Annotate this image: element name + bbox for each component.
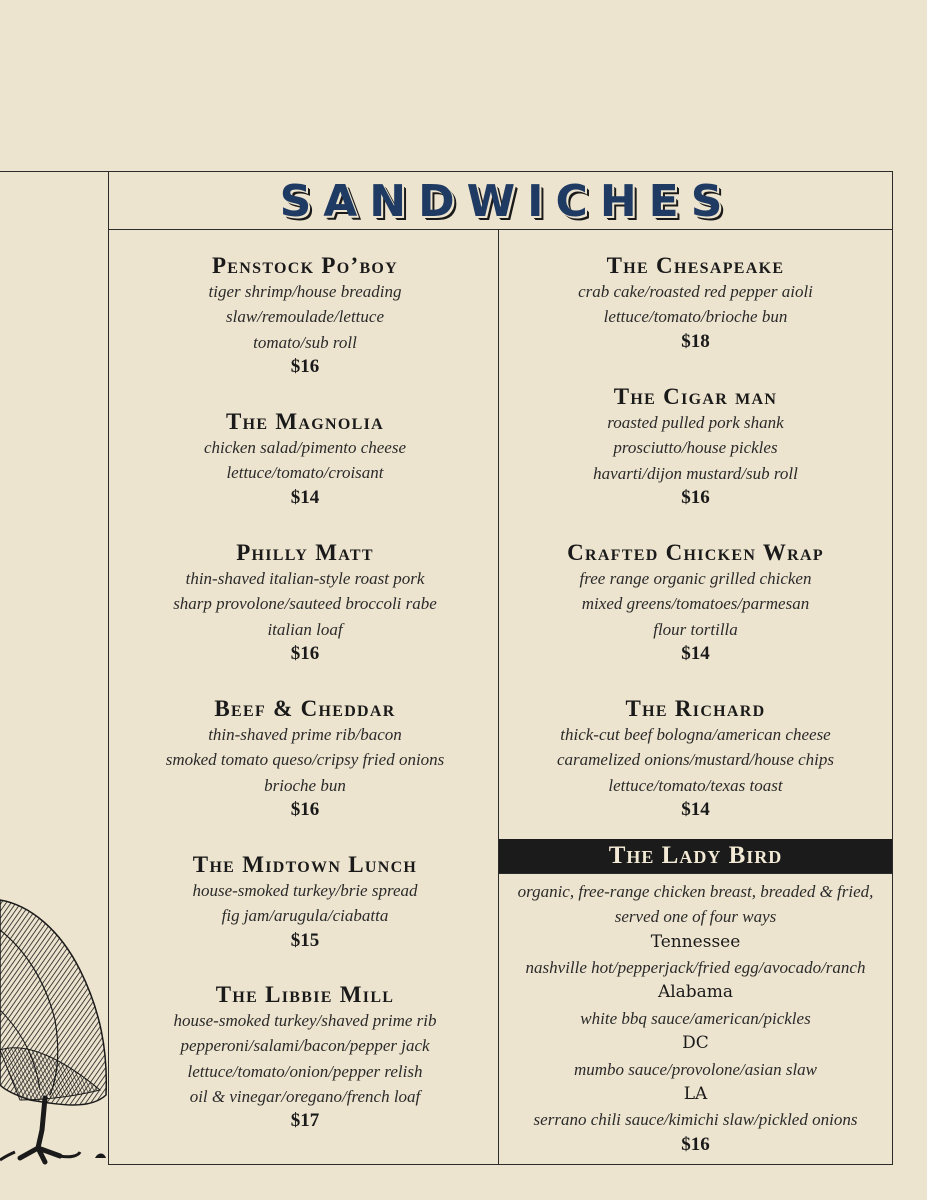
item-desc-line: free range organic grilled chicken [579,569,812,588]
item-desc-line: house-smoked turkey/brie spread [192,881,418,900]
bottom-rule [108,1164,893,1165]
ladybird-header [499,839,892,873]
item-desc-line: flour tortilla [653,619,738,639]
item-name: The Libbie Mill [215,982,395,1007]
left-border [108,171,109,1165]
style-desc: mumbo sauce/provolone/asian slaw [573,1059,818,1079]
style-desc: nashville hot/pepperjack/fried egg/avocado/ranch [525,958,866,978]
item-desc-line: lettuce/tomato/onion/pepper relish [187,1061,423,1081]
item-desc-line: lettuce/tomato/texas toast [608,775,783,795]
item-price: $16 [681,486,710,508]
menu-item-the-chesapeake [499,253,892,353]
ladybird-intro-line: organic, free-range chicken breast, breaded & fried, [517,882,874,901]
item-name: The Magnolia [226,409,384,434]
item-price: $16 [290,798,320,820]
item-desc-line: italian loaf [267,619,343,639]
ladybird-title: The Lady Bird [608,842,783,869]
item-name: The Chesapeake [606,253,785,278]
ladybird-section [499,879,892,1156]
menu-item-the-magnolia [110,409,500,509]
item-desc-line: tomato/sub roll [253,332,357,352]
item-desc-line: prosciutto/house pickles [613,438,778,458]
menu-item-beef-cheddar [110,696,500,821]
item-name: Philly Matt [236,540,374,565]
item-desc-line: pepperoni/salami/bacon/pepper jack [180,1036,430,1056]
item-desc-line: thick-cut beef bologna/american cheese [560,725,831,744]
item-desc-line: roasted pulled pork shank [607,413,784,432]
item-name: The Midtown Lunch [192,852,418,877]
menu-item-crafted-chicken-wrap [499,540,892,665]
item-desc-line: thin-shaved italian-style roast pork [185,569,425,588]
style-name-alabama: Alabama [657,982,734,1003]
item-desc-line: sharp provolone/sauteed broccoli rabe [173,594,437,614]
menu-item-libbie-mill [110,982,500,1132]
item-price: $14 [681,798,710,820]
style-desc: serrano chili sauce/kimichi slaw/pickled onions [533,1110,858,1130]
menu-heading [109,172,893,230]
item-price: $17 [290,1110,320,1132]
item-name: Crafted Chicken Wrap [567,540,824,565]
item-desc-line: oil & vinegar/oregano/french loaf [189,1086,421,1106]
menu-heading-text: SANDWICHES [279,175,735,227]
style-name-tennessee: Tennessee [650,931,741,952]
item-desc-line: chicken salad/pimento cheese [203,438,407,457]
item-desc-line: havarti/dijon mustard/sub roll [593,463,798,483]
item-desc-line: house-smoked turkey/shaved prime rib [173,1011,437,1030]
item-price: $15 [290,929,320,951]
menu-item-penstock-poboy [110,253,500,378]
right-border [892,171,893,1165]
menu-item-the-richard [499,696,892,821]
item-desc-line: caramelized onions/mustard/house chips [556,750,835,770]
ladybird-rule [499,873,893,874]
style-name-la: LA [683,1083,708,1104]
item-price: $14 [681,642,710,664]
item-name: Penstock Po’boy [211,253,399,278]
menu-item-the-cigar-man [499,384,892,509]
style-name-dc: DC [682,1033,709,1054]
item-desc-line: thin-shaved prime rib/bacon [208,725,402,744]
item-desc-line: smoked tomato queso/cripsy fried onions [165,750,445,770]
item-price: $16 [290,642,320,664]
item-name: The Richard [625,696,766,721]
ladybird-price: $16 [681,1133,710,1155]
item-price: $14 [290,486,320,508]
item-desc-line: lettuce/tomato/brioche bun [603,307,788,327]
menu-item-midtown-lunch [110,852,500,952]
item-desc-line: slaw/remoulade/lettuce [225,307,384,327]
item-desc-line: lettuce/tomato/croisant [226,463,384,483]
item-desc-line: fig jam/arugula/ciabatta [221,906,389,926]
item-name: Beef & Cheddar [214,696,396,721]
menu-item-philly-matt [110,540,500,665]
item-desc-line: mixed greens/tomatoes/parmesan [581,594,810,614]
bird-illustration [0,890,108,1170]
item-price: $16 [290,355,320,377]
ladybird-intro-line: served one of four ways [614,907,777,927]
item-name: The Cigar man [613,384,778,409]
item-price: $18 [681,330,710,352]
item-desc-line: brioche bun [264,775,346,795]
item-desc-line: tiger shrimp/house breading [208,282,402,301]
item-desc-line: crab cake/roasted red pepper aioli [578,282,813,301]
style-desc: white bbq sauce/american/pickles [580,1008,811,1028]
